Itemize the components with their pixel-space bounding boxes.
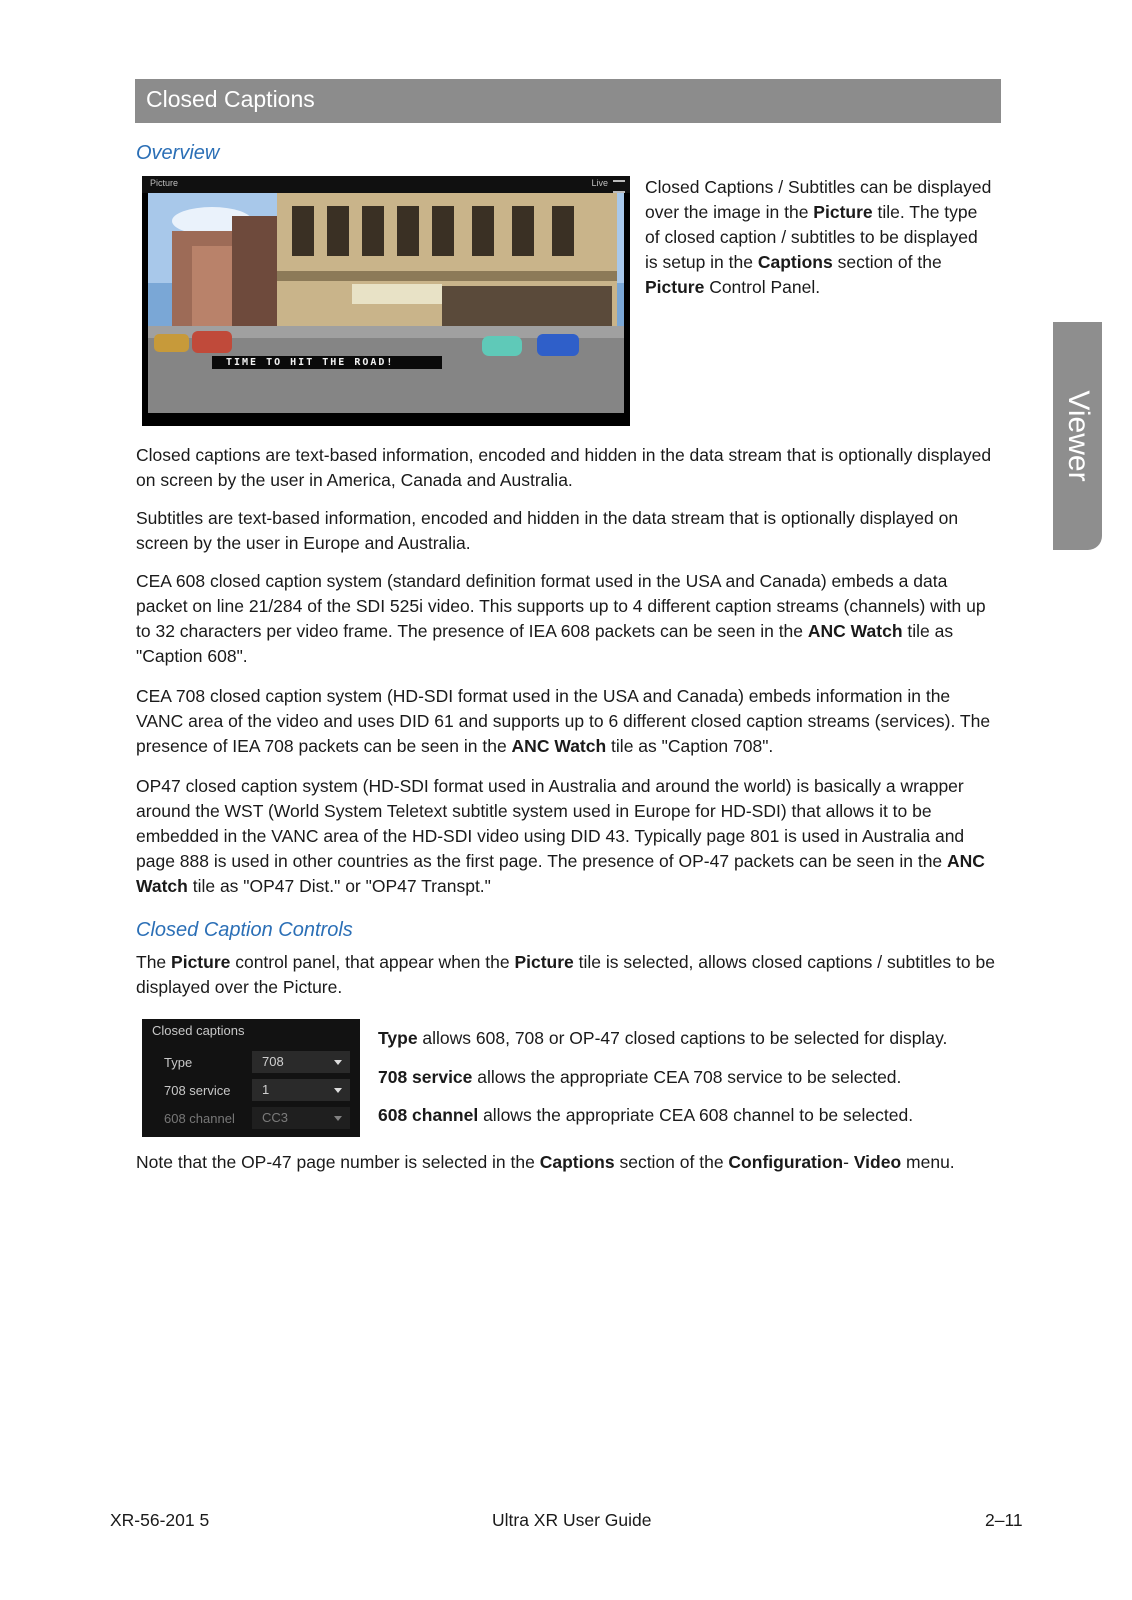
text-run: - [843,1152,854,1172]
608-channel-description [378,1103,998,1128]
text-run: Closed Captions / Subtitles can be displayed over the image in the [645,177,992,222]
text-run: allows the appropriate CEA 708 service to be selected. [472,1067,902,1087]
section-title-banner [135,79,1001,123]
text-run: section of the [832,252,942,272]
closed-caption-controls-heading: Closed Caption Controls [136,919,353,941]
708-service-select[interactable] [252,1079,350,1101]
picture-tile-label: Picture [150,178,179,188]
text-run: CEA 708 closed caption system (HD-SDI format used in the USA and Canada) embeds information in the VANC area of the video and uses DID 61 and supports up to 6 different closed caption streams (services). The presence of IEA 708 packets can be seen in the [136,686,991,756]
section-title: Closed Captions [146,86,315,112]
text-run: section of the [614,1152,729,1172]
subtitles-paragraph: Subtitles are text-based information, encoded and hidden in the data stream that is optionally displayed on screen by the user in Europe and Australia. [136,508,959,553]
text-run: tile as "Caption 608". [136,621,954,666]
708-service-description [378,1065,998,1090]
text-run: CEA 608 closed caption system (standard definition format used in the USA and Canada) embeds a data packet on line 21/284 of the SDI 525i video. This supports up to 4 different caption streams (channels) with up to 32 characters per video frame. The presence of IEA 608 packets can be seen in the [136,571,986,641]
bold-term: Picture [514,952,574,972]
controls-intro [136,950,996,1000]
text-run: Control Panel. [704,277,821,297]
text-run: tile is selected, allows closed captions / subtitles to be displayed over the Picture. [136,952,995,997]
708-service-select-value: 1 [262,1082,270,1097]
live-indicator: Live [591,178,608,188]
closed-captions-paragraph: Closed captions are text-based information, encoded and hidden in the data stream that is optionally displayed on screen by the user in America, Canada and Australia. [136,445,992,490]
caption-overlay-text: TIME TO HIT THE ROAD! [226,357,395,368]
bold-term: 608 channel [378,1105,479,1125]
type-select[interactable] [252,1051,350,1073]
chevron-down-icon [334,1116,342,1121]
text-run: tile. The type of closed caption / subtitles to be displayed is setup in the [645,202,978,272]
bold-term: Video [853,1152,902,1172]
text-run: menu. [901,1152,955,1172]
text-run: control panel, that appear when the [230,952,515,972]
bold-term: Captions [539,1152,615,1172]
picture-tile-screenshot [142,176,630,426]
cea-608-paragraph [136,569,996,669]
bold-term: Picture [813,202,873,222]
overview-intro [645,175,995,300]
text-run: allows 608, 708 or OP-47 closed captions to be selected for display. [417,1028,948,1048]
text-run: tile as "OP47 Dist." or "OP47 Transpt." [187,876,491,896]
bold-term: 708 service [378,1067,473,1087]
panel-title: Closed captions [152,1023,245,1038]
footer-page-number: 2–11 [985,1510,1023,1530]
bold-term: ANC Watch [136,851,985,896]
bold-term: Captions [757,252,833,272]
text-run: The [136,952,172,972]
bold-term: Picture [645,277,705,297]
street-scene-image [142,176,630,426]
overview-heading: Overview [136,142,220,164]
type-label: Type [164,1055,193,1070]
text-run: Note that the OP-47 page number is selected in the [136,1152,540,1172]
side-tab-label: Viewer [1061,390,1095,482]
708-service-label: 708 service [164,1083,231,1098]
cea-708-paragraph [136,684,996,759]
608-channel-label: 608 channel [164,1111,235,1126]
chevron-down-icon [334,1060,342,1065]
picture-tile-header [142,176,630,193]
text-run: allows the appropriate CEA 608 channel to be selected. [478,1105,914,1125]
bold-term: Configuration [728,1152,844,1172]
bold-term: ANC Watch [511,736,607,756]
side-tab-viewer [1053,322,1102,550]
text-run: tile as "Caption 708". [606,736,774,756]
menu-icon [613,180,625,193]
608-channel-select[interactable] [252,1107,350,1129]
footer-title: Ultra XR User Guide [492,1510,652,1530]
op47-paragraph [136,774,996,899]
bold-term: ANC Watch [807,621,903,641]
text-run: OP47 closed caption system (HD-SDI format used in Australia and around the world) is basically a wrapper around the WST (World System Teletext subtitle system used in Europe for HD-SDI) that allows it to be embedded in the VANC area of the HD-SDI video using DID 43. Typically page 801 is used in Australia and page 888 is used in other countries as the first page. The presence of OP-47 packets can be seen in the [136,776,965,871]
op47-note [136,1150,996,1175]
footer-doc-number: XR-56-201 5 [110,1510,210,1530]
closed-captions-panel [142,1019,360,1137]
type-select-value: 708 [262,1054,284,1069]
type-description [378,1026,998,1051]
608-channel-select-value: CC3 [262,1110,289,1125]
bold-term: Picture [171,952,231,972]
bold-term: Type [378,1028,418,1048]
chevron-down-icon [334,1088,342,1093]
